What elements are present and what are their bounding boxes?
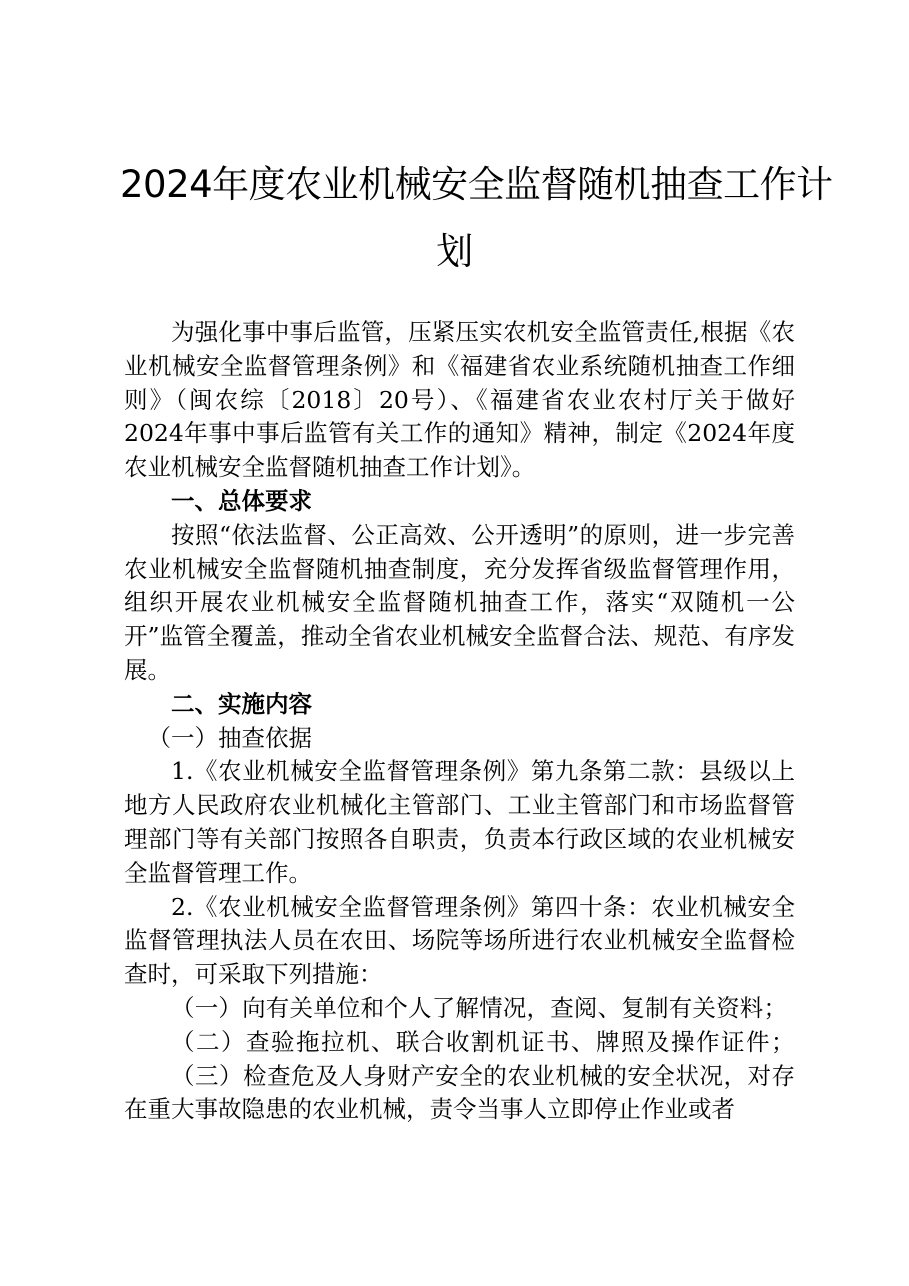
document-title-line-1: 2024年度农业机械安全监督随机抽查工作计 (120, 163, 833, 206)
document-title-line-2: 划 (436, 230, 473, 273)
intro-paragraph: 为强化事中事后监管，压紧压实农机安全监管责任,根据《农业机械安全监督管理条例》和《福建省农业系统随机抽查工作细则》（闽农综〔2018〕20号）、《福建省农业农村厅关于做好2024年事中事后监管有关工作的通知》精神，制定《2024年度农业机械安全监督随机抽查工作计划》。 (124, 318, 795, 482)
section-heading-implementation: 二、实施内容 (171, 689, 312, 718)
general-requirements-paragraph: 按照“依法监督、公正高效、公开透明”的原则，进一步完善农业机械安全监督随机抽查制度，充分发挥省级监督管理作用，组织开展农业机械安全监督随机抽查工作，落实“双随机一公开”监管全覆盖，推动全省农业机械安全监督合法、规范、有序发展。 (124, 520, 795, 684)
subsection-heading-inspection-basis: （一）抽查依据 (147, 723, 312, 752)
basis-item-1: 1.《农业机械安全监督管理条例》第九条第二款：县级以上地方人民政府农业机械化主管部门、工业主管部门和市场监督管理部门等有关部门按照各自职责，负责本行政区域的农业机械安全监督管理工作。 (124, 757, 795, 887)
measure-item-2: （二）查验拖拉机、联合收割机证书、牌照及操作证件； (171, 1027, 796, 1056)
measure-item-3: （三）检查危及人身财产安全的农业机械的安全状况，对存在重大事故隐患的农业机械，责令当事人立即停止作业或者 (124, 1061, 795, 1124)
measure-item-1: （一）向有关单位和个人了解情况，查阅、复制有关资料； (171, 993, 788, 1022)
basis-item-2: 2.《农业机械安全监督管理条例》第四十条：农业机械安全监督管理执法人员在农田、场院等场所进行农业机械安全监督检查时，可采取下列措施： (124, 892, 795, 989)
document-body (124, 316, 795, 1127)
section-heading-general-requirements: 一、总体要求 (171, 486, 312, 515)
